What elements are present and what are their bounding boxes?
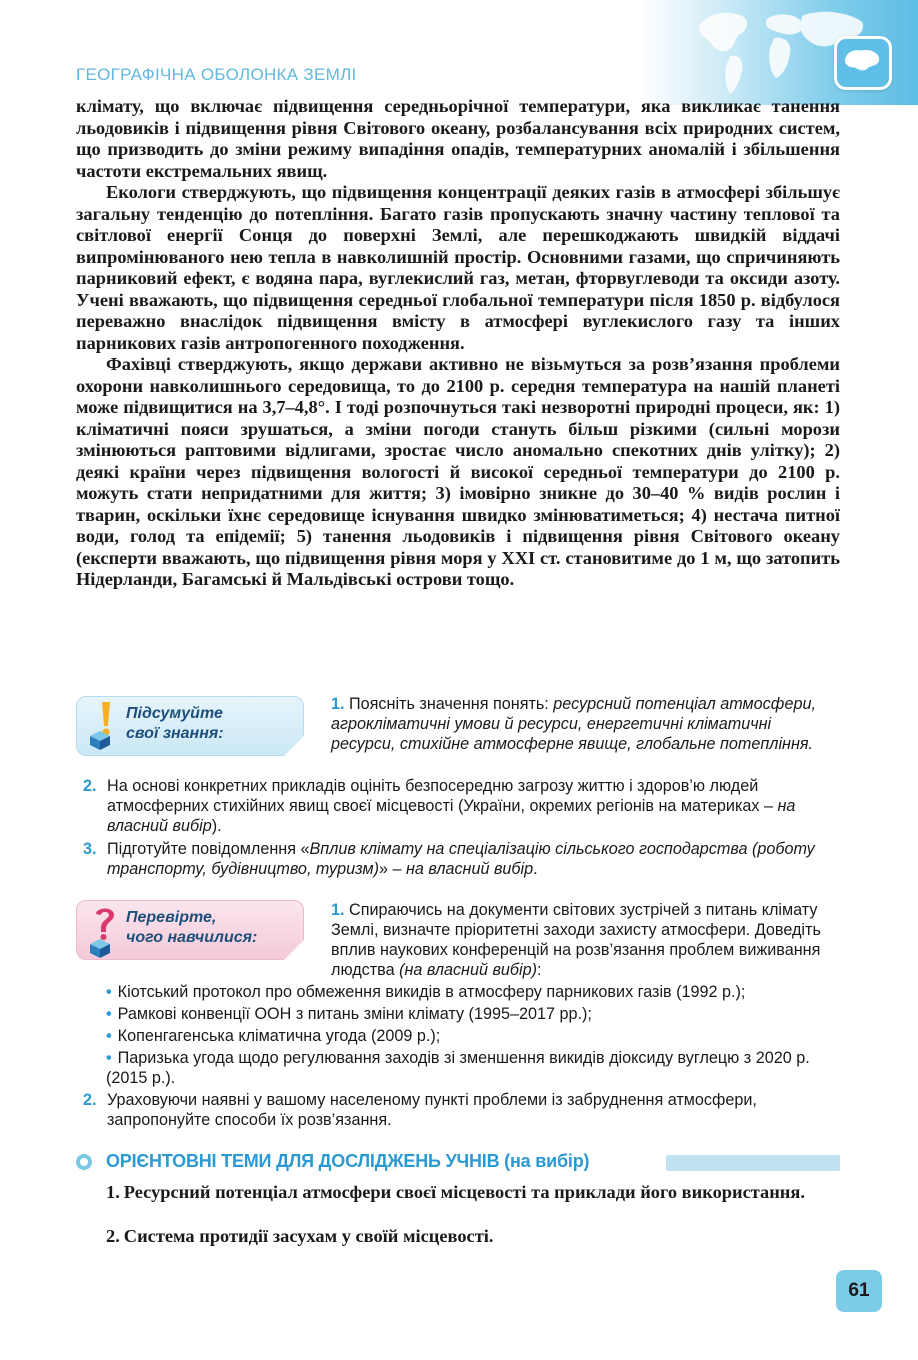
summarize-question-2: 2. На основі конкретних прикладів оцініть безпосередню загрозу життю і здоров’ю людей атмосферних стихійних явищ своєї місцевості (України, окремих регіонів на материках – на власний вибір). xyxy=(83,777,796,835)
research-topic: 2. Система протидії засухам у своїй місцевості. xyxy=(106,1226,494,1246)
list-item: • Копенгагенська кліматична угода (2009 р.); xyxy=(106,1027,441,1045)
ukraine-map-icon xyxy=(842,46,882,76)
heading-bar xyxy=(666,1155,840,1171)
research-topics-heading xyxy=(76,1151,840,1177)
research-topic: 1. Ресурсний потенціал атмосфери своєї місцевості та приклади його використання. xyxy=(106,1182,805,1202)
summarize-question-3: 3. Підготуйте повідомлення «Вплив клімату на спеціалізацію сільського господарства (роботу транспорту, будівництво, туризм)» – на власний вибір. xyxy=(83,840,815,878)
summarize-tag-label: Підсумуйте свої знання: xyxy=(126,705,224,742)
body-text xyxy=(76,96,840,591)
list-item: • Кіотський протокол про обмеження викидів в атмосферу парникових газів (1992 р.); xyxy=(106,983,746,1001)
summarize-tag xyxy=(76,696,302,754)
research-topics-title: ОРІЄНТОВНІ ТЕМИ ДЛЯ ДОСЛІДЖЕНЬ УЧНІВ (на вибір) xyxy=(106,1151,590,1171)
question-cubes-icon xyxy=(84,904,124,960)
running-head: ГЕОГРАФІЧНА ОБОЛОНКА ЗЕМЛІ xyxy=(76,65,357,84)
page-number: 61 xyxy=(836,1270,882,1312)
check-question-1: 1. Спираючись на документи світових зустрічей з питань клімату Землі, визначте пріоритетні заходи захисту атмосфери. Доведіть вплив наукових конференцій на розв’язання проблем виживання людства (на власний вибір): xyxy=(331,901,821,979)
check-tag xyxy=(76,900,302,958)
exclamation-cubes-icon xyxy=(84,700,124,752)
summarize-question-1: 1. Поясніть значення понять: ресурсний потенціал атмосфери, агрокліматичні умови й ресурси, енергетичні кліматичні ресурси, стихійне атмосферне явище, глобальне потепління. xyxy=(331,695,816,753)
circle-bullet-icon xyxy=(76,1154,92,1170)
paragraph: клімату, що включає підвищення середньорічної температури, яка викликає танення льодовиків і підвищення рівня Світового океану, розбалансування всіх природних систем, що призводить до зміни режиму випадіння опадів, температурних аномалій і збільшення частоти екстремальних явищ. xyxy=(76,96,840,181)
ukraine-map-badge xyxy=(834,36,892,90)
list-item: • Паризька угода щодо регулювання заходів зі зменшення викидів діоксиду вуглецю з 2020 р. (2015 р.). xyxy=(106,1049,810,1087)
list-item: • Рамкові конвенції ООН з питань зміни клімату (1995–2017 рр.); xyxy=(106,1005,592,1023)
paragraph: Екологи стверджують, що підвищення концентрації деяких газів в атмосфері збільшує загальну тенденцію до потепління. Багато газів пропускають значну частину теплової та світлової енергії Сонця до поверхні Землі, але перешкоджають швидкій віддачі випромінюваного нею тепла в навколишній простір. Основними газами, що спричиняють парниковий ефект, є водяна пара, вуглекислий газ, метан, фторвуглеводи та оксиди азоту. Учені вважають, що підвищення середньої глобальної температури після 1850 р. відбулося переважно внаслідок підвищення вмісту в атмосфері вуглекислого газу та інших парникових газів антропогенного походження. xyxy=(76,182,840,353)
check-question-2: 2. Ураховуючи наявні у вашому населеному пункті проблеми із забруднення атмосфери, запропонуйте способи їх розв’язання. xyxy=(83,1091,757,1129)
paragraph: Фахівці стверджують, якщо держави активно не візьмуться за розв’язання проблеми охорони навколишнього середовища, то до 2100 р. середня температура на нашій планеті може підвищитися на 3,7–4,8°. І тоді розпочнуться такі незворотні природні процеси, як: 1) кліматичні пояси зрушаться, а зміни погоди стануть більш різкими (сильні морози змінюються раптовими відлигами, зростає число аномально спекотних днів улітку); 2) деякі країни через підвищення вологості й високої середньої температури до 2100 р. можуть стати непридатними для життя; 3) імовірно зникне до 30–40 % видів рослин і тварин, оскільки їхнє середовище існування швидко змінюватиметься; 4) нестача питної води, голод та епідемії; 5) танення льодовиків і підвищення рівня Світового океану (експерти вважають, що підвищення рівня моря у XXI ст. становитиме до 1 м, що затопить Нідерланди, Багамські й Мальдівські острови тощо. xyxy=(76,354,840,589)
check-tag-label: Перевірте, чого навчилися: xyxy=(126,909,258,946)
